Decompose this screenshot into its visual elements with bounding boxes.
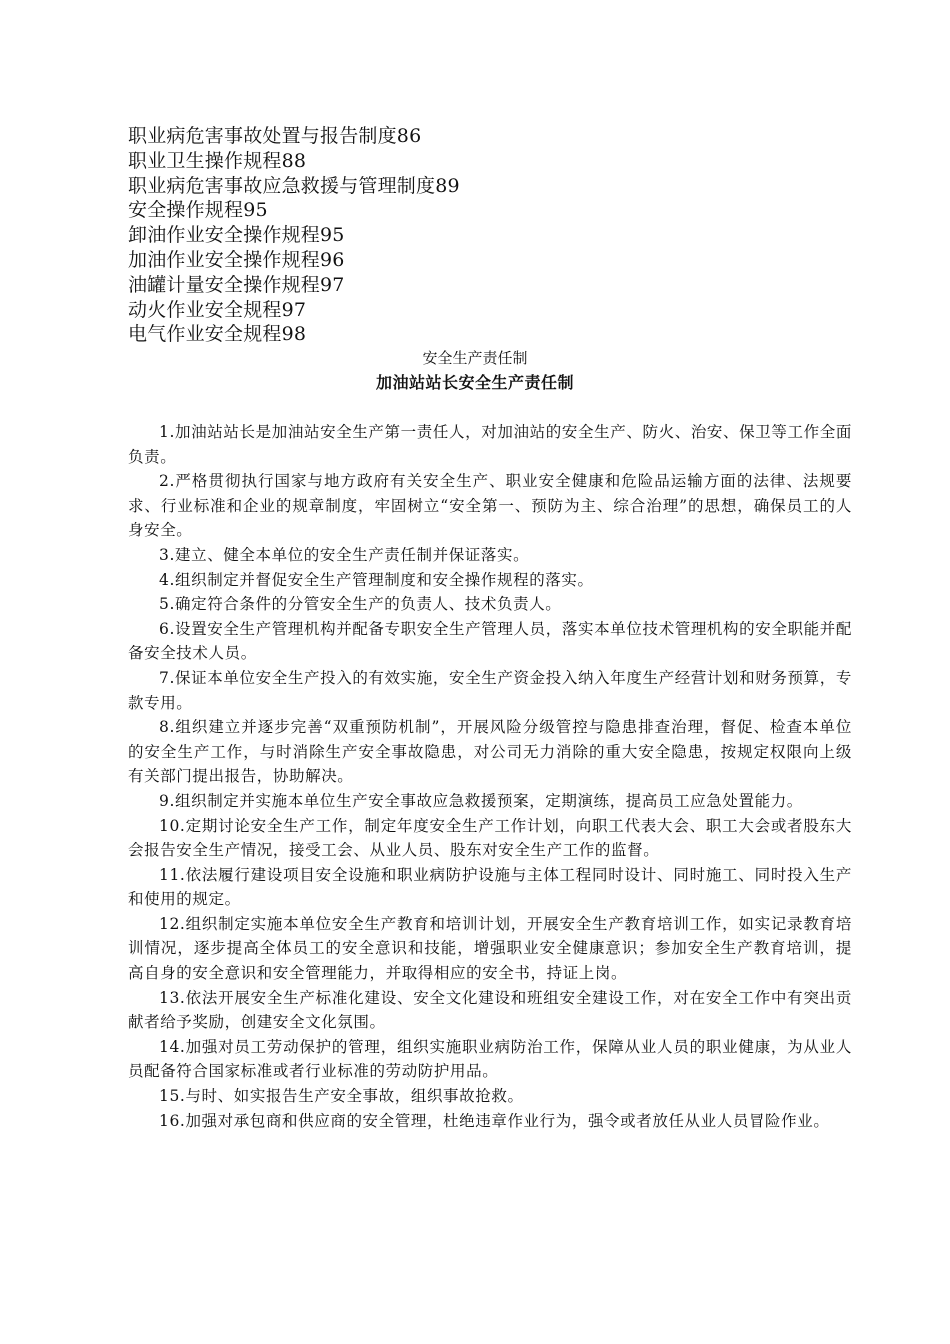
toc-entry: 动火作业安全规程97 xyxy=(128,298,307,321)
table-of-contents xyxy=(128,124,828,347)
paragraph: 5.确定符合条件的分管安全生产的负责人、技术负责人。 xyxy=(159,595,562,614)
toc-entry: 职业病危害事故应急救援与管理制度89 xyxy=(128,174,460,197)
paragraph: 7.保证本单位安全生产投入的有效实施，安全生产资金投入纳入年度生产经营计划和财务预算，专款专用。 xyxy=(128,668,852,712)
document-title: 加油站站长安全生产责任制 xyxy=(375,373,574,392)
paragraph: 15.与时、如实报告生产安全事故，组织事故抢救。 xyxy=(159,1087,524,1106)
document-body xyxy=(128,420,852,1133)
paragraph: 3.建立、健全本单位的安全生产责任制并保证落实。 xyxy=(159,545,530,564)
toc-entry: 职业卫生操作规程88 xyxy=(128,149,307,172)
paragraph: 10.定期讨论安全生产工作，制定年度安全生产工作计划，向职工代表大会、职工大会或者股东大会报告安全生产情况，接受工会、从业人员、股东对安全生产工作的监督。 xyxy=(128,816,852,860)
toc-entry: 安全操作规程95 xyxy=(128,199,268,222)
paragraph: 6.设置安全生产管理机构并配备专职安全生产管理人员，落实本单位技术管理机构的安全职能并配备安全技术人员。 xyxy=(128,619,852,663)
toc-entry: 卸油作业安全操作规程95 xyxy=(128,224,345,247)
section-title: 安全生产责任制 xyxy=(422,349,528,367)
paragraph: 11.依法履行建设项目安全设施和职业病防护设施与主体工程同时设计、同时施工、同时投入生产和使用的规定。 xyxy=(128,865,852,909)
toc-entry: 职业病危害事故处置与报告制度86 xyxy=(128,125,422,147)
paragraph: 14.加强对员工劳动保护的管理，组织实施职业病防治工作，保障从业人员的职业健康，为从业人员配备符合国家标准或者行业标准的劳动防护用品。 xyxy=(128,1037,852,1081)
paragraph: 16.加强对承包商和供应商的安全管理，杜绝违章作业行为，强令或者放任从业人员冒险作业。 xyxy=(159,1111,830,1130)
paragraph: 1.加油站站长是加油站安全生产第一责任人，对加油站的安全生产、防火、治安、保卫等工作全面负责。 xyxy=(128,423,852,466)
paragraph: 4.组织制定并督促安全生产管理制度和安全操作规程的落实。 xyxy=(159,570,594,589)
toc-entry: 油罐计量安全操作规程97 xyxy=(128,273,345,296)
toc-entry: 电气作业安全规程98 xyxy=(128,323,307,346)
paragraph: 9.组织制定并实施本单位生产安全事故应急救援预案，定期演练，提高员工应急处置能力。 xyxy=(159,791,803,810)
toc-entry: 加油作业安全操作规程96 xyxy=(128,248,345,271)
paragraph: 2.严格贯彻执行国家与地方政府有关安全生产、职业安全健康和危险品运输方面的法律、法规要求、行业标准和企业的规章制度，牢固树立“安全第一、预防为主、综合治理”的思想，确保员工的人身安全。 xyxy=(128,472,852,540)
paragraph: 12.组织制定实施本单位安全生产教育和培训计划，开展安全生产教育培训工作，如实记录教育培训情况，逐步提高全体员工的安全意识和技能，增强职业安全健康意识；参加安全生产教育培训，提高自身的安全意识和安全管理能力，并取得相应的安全书，持证上岗。 xyxy=(128,914,852,983)
paragraph: 13.依法开展安全生产标准化建设、安全文化建设和班组安全建设工作，对在安全工作中有突出贡献者给予奖励，创建安全文化氛围。 xyxy=(128,988,852,1032)
paragraph: 8.组织建立并逐步完善“双重预防机制”，开展风险分级管控与隐患排查治理，督促、检查本单位的安全生产工作，与时消除生产安全事故隐患，对公司无力消除的重大安全隐患，按规定权限向上级有关部门提出报告，协助解决。 xyxy=(128,718,852,786)
